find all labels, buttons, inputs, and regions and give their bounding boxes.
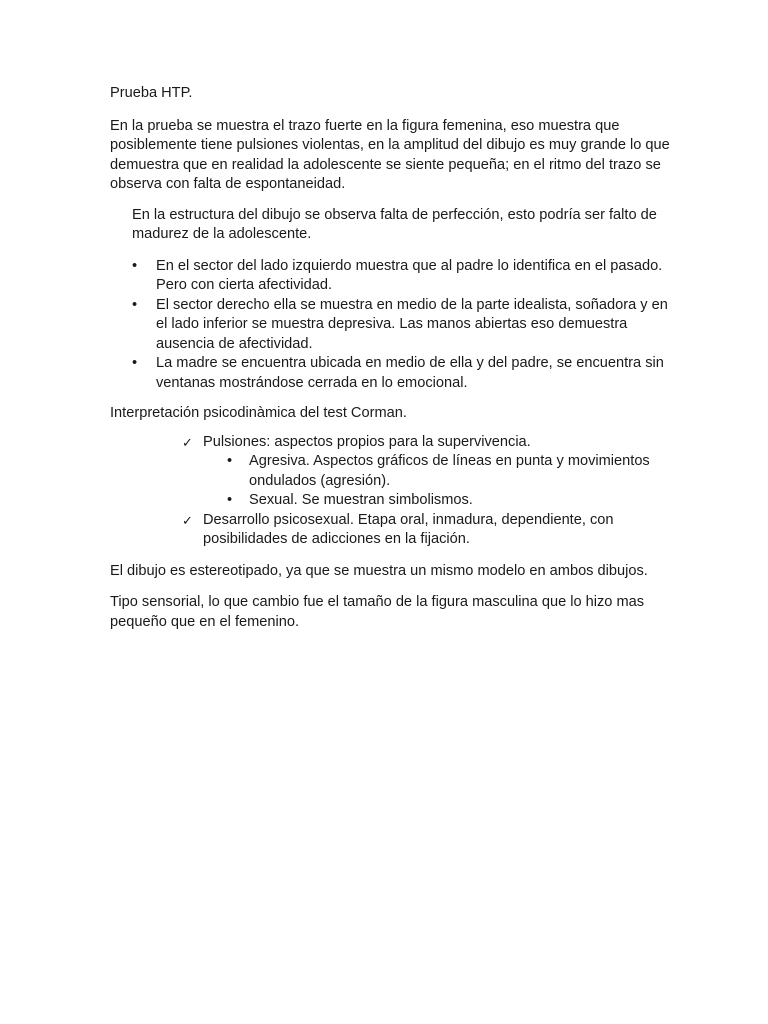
checkmark-icon: ✓ [182,434,193,450]
list-item-text: En el sector del lado izquierdo muestra que al padre lo identifica en el pasado. Pero con cierta afectividad. [156,257,663,293]
check-list [110,433,670,550]
list-item-text: La madre se encuentra ubicada en medio de ella y del padre, se encuentra sin ventanas mostrándose cerrada en lo emocional. [156,355,664,391]
list-item-text: Agresiva. Aspectos gráficos de líneas en punta y movimientos ondulados (agresión). [249,453,650,489]
bullet-marker: • [132,257,138,274]
bullet-marker: • [132,355,138,371]
document-title: Prueba HTP. [110,85,193,101]
check-item [110,433,670,511]
list-item-text: El sector derecho ella se muestra en medio de la parte idealista, soñadora y en el lado inferior se muestra depresiva. Las manos abiertas eso demuestra ausencia de afectividad. [156,296,668,352]
checkmark-icon: ✓ [182,512,193,528]
list-item [110,296,670,355]
bullet-marker: • [132,296,138,313]
sub-bullet-list [203,452,670,511]
paragraph-trazo: En la prueba se muestra el trazo fuerte en la figura femenina, eso muestra que posiblemente tiene pulsiones violentas, en la amplitud del dibujo es muy grande lo que demuestra que en realidad la adolescente se siente pequeña; en el ritmo del trazo se observa con falta de espontaneidad. [110,117,670,192]
bullet-list [110,257,670,394]
check-item-text: Desarrollo psicosexual. Etapa oral, inmadura, dependiente, con posibilidades de adicciones en la fijación. [203,511,614,547]
check-item [110,511,670,550]
paragraph-estructura: En la estructura del dibujo se observa falta de perfección, esto podría ser falto de madurez de la adolescente. [132,206,657,242]
document-page [110,84,670,632]
section-heading: Interpretación psicodinàmica del test Corman. [110,405,407,421]
check-item-text: Pulsiones: aspectos propios para la supervivencia. [203,433,531,450]
bullet-marker: • [227,492,233,508]
list-item-text: Sexual. Se muestran simbolismos. [249,492,473,508]
paragraph-tipo-sensorial: Tipo sensorial, lo que cambio fue el tamaño de la figura masculina que lo hizo mas pequeño que en el femenino. [110,594,645,630]
list-item [203,452,670,491]
bullet-marker: • [227,453,233,469]
paragraph-estereotipado: El dibujo es estereotipado, ya que se muestra un mismo modelo en ambos dibujos. [110,562,648,579]
list-item [203,491,670,511]
list-item [110,257,670,296]
list-item [110,354,670,393]
